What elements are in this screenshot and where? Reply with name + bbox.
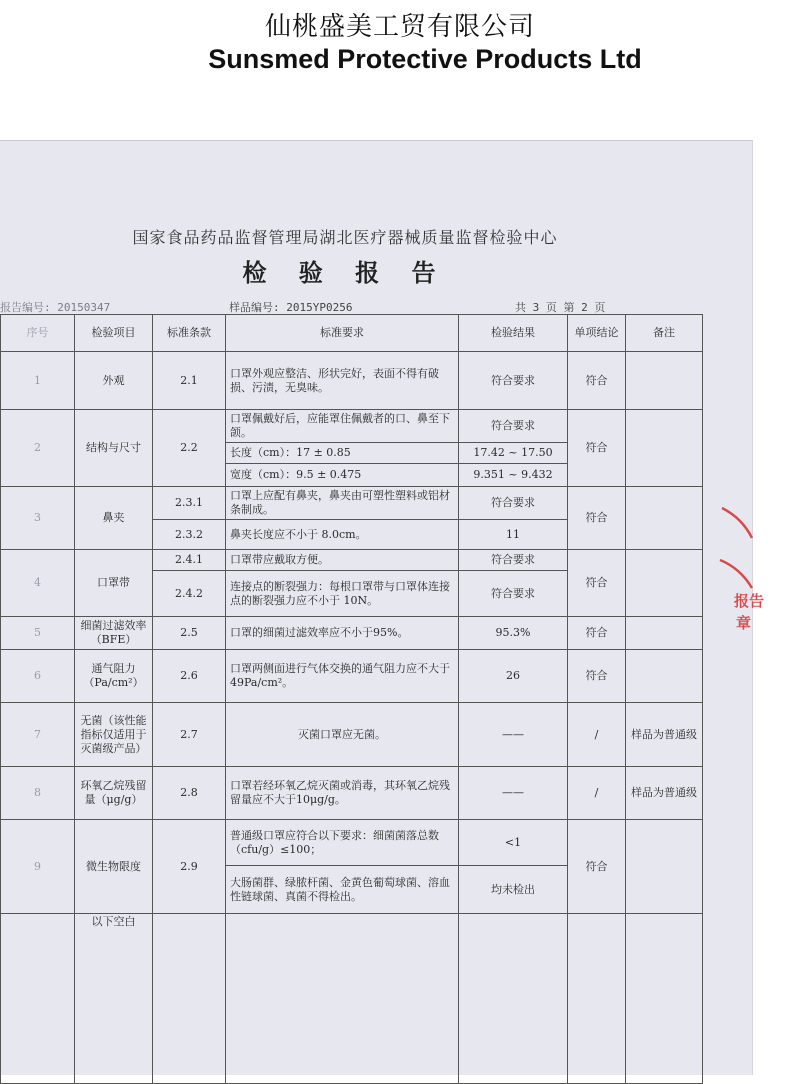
seal-chars-b: 章 bbox=[736, 614, 752, 632]
row-conclusion: 符合 bbox=[568, 487, 626, 550]
blank-requirement bbox=[226, 914, 459, 1084]
row-remarks bbox=[626, 352, 703, 410]
row-item: 结构与尺寸 bbox=[75, 410, 153, 487]
row-result: 符合要求 bbox=[459, 571, 568, 617]
row-clause: 2.3.2 bbox=[153, 520, 226, 550]
row-result: —— bbox=[459, 767, 568, 820]
row-seq: 7 bbox=[1, 703, 75, 767]
row-result: 9.351 ~ 9.432 bbox=[459, 464, 568, 487]
row-item: 无菌（该性能指标仅适用于灭菌级产品） bbox=[75, 703, 153, 767]
row-requirement: 口罩佩戴好后，应能罩住佩戴者的口、鼻至下颌。 bbox=[226, 410, 459, 443]
row-seq: 3 bbox=[1, 487, 75, 550]
row-item: 外观 bbox=[75, 352, 153, 410]
header-conclusion: 单项结论 bbox=[568, 315, 626, 352]
row-remarks: 样品为普通级 bbox=[626, 767, 703, 820]
row-clause: 2.7 bbox=[153, 703, 226, 767]
row-result: <1 bbox=[459, 820, 568, 866]
row-item: 口罩带 bbox=[75, 550, 153, 617]
row-clause: 2.9 bbox=[153, 820, 226, 914]
table-row bbox=[1, 767, 703, 820]
row-conclusion: 符合 bbox=[568, 617, 626, 650]
table-row bbox=[1, 650, 703, 703]
row-requirement: 宽度（cm）：9.5 ± 0.475 bbox=[226, 464, 459, 487]
row-clause: 2.4.2 bbox=[153, 571, 226, 617]
blank-conclusion bbox=[568, 914, 626, 1084]
report-title: 检 验 报 告 bbox=[242, 258, 448, 287]
row-clause: 2.5 bbox=[153, 617, 226, 650]
row-result: 符合要求 bbox=[459, 410, 568, 443]
row-remarks bbox=[626, 650, 703, 703]
row-seq: 9 bbox=[1, 820, 75, 914]
row-requirement: 鼻夹长度应不小于 8.0cm。 bbox=[226, 520, 459, 550]
row-clause: 2.3.1 bbox=[153, 487, 226, 520]
header-clause: 标准条款 bbox=[153, 315, 226, 352]
row-result: 均未检出 bbox=[459, 866, 568, 914]
row-item: 鼻夹 bbox=[75, 487, 153, 550]
row-remarks bbox=[626, 617, 703, 650]
row-result: 符合要求 bbox=[459, 550, 568, 571]
row-result: 26 bbox=[459, 650, 568, 703]
seal-arc-lower bbox=[720, 560, 752, 588]
header-remarks: 备注 bbox=[626, 315, 703, 352]
row-seq: 4 bbox=[1, 550, 75, 617]
header-result: 检验结果 bbox=[459, 315, 568, 352]
report-number: 报告编号: 20150347 bbox=[0, 301, 111, 314]
row-requirement: 长度（cm）：17 ± 0.85 bbox=[226, 443, 459, 464]
header-seq: 序号 bbox=[1, 315, 75, 352]
table-row bbox=[1, 550, 703, 571]
row-clause: 2.1 bbox=[153, 352, 226, 410]
row-conclusion: 符合 bbox=[568, 650, 626, 703]
table-row bbox=[1, 410, 703, 443]
blank-marker: 以下空白 bbox=[75, 914, 153, 1084]
row-requirement: 口罩的细菌过滤效率应不小于95%。 bbox=[226, 617, 459, 650]
row-remarks bbox=[626, 487, 703, 550]
table-header-row bbox=[1, 315, 703, 352]
row-seq: 2 bbox=[1, 410, 75, 487]
row-requirement: 大肠菌群、绿脓杆菌、金黄色葡萄球菌、溶血性链球菌、真菌不得检出。 bbox=[226, 866, 459, 914]
row-item: 细菌过滤效率（BFE） bbox=[75, 617, 153, 650]
row-clause: 2.4.1 bbox=[153, 550, 226, 571]
row-conclusion: 符合 bbox=[568, 820, 626, 914]
blank-result bbox=[459, 914, 568, 1084]
table-row bbox=[1, 487, 703, 520]
row-seq: 1 bbox=[1, 352, 75, 410]
row-item: 微生物限度 bbox=[75, 820, 153, 914]
row-requirement: 口罩两侧面进行气体交换的通气阻力应不大于49Pa/cm²。 bbox=[226, 650, 459, 703]
row-result: 17.42 ~ 17.50 bbox=[459, 443, 568, 464]
sample-number: 样品编号: 2015YP0256 bbox=[229, 301, 353, 314]
row-requirement: 口罩若经环氧乙烷灭菌或消毒，其环氧乙烷残留量应不大于10μg/g。 bbox=[226, 767, 459, 820]
row-requirement: 口罩带应戴取方便。 bbox=[226, 550, 459, 571]
blank-clause bbox=[153, 914, 226, 1084]
row-seq: 5 bbox=[1, 617, 75, 650]
row-remarks bbox=[626, 550, 703, 617]
row-item: 通气阻力（Pa/cm²） bbox=[75, 650, 153, 703]
row-result: 11 bbox=[459, 520, 568, 550]
row-requirement: 口罩上应配有鼻夹，鼻夹由可塑性塑料或铝材条制成。 bbox=[226, 487, 459, 520]
row-requirement: 灭菌口罩应无菌。 bbox=[226, 703, 459, 767]
table-row bbox=[1, 820, 703, 866]
company-name-en: Sunsmed Protective Products Ltd bbox=[208, 44, 642, 74]
row-remarks bbox=[626, 410, 703, 487]
row-remarks bbox=[626, 820, 703, 914]
row-conclusion: 符合 bbox=[568, 352, 626, 410]
row-result: 符合要求 bbox=[459, 487, 568, 520]
inspection-table bbox=[0, 314, 703, 1084]
seal-arc bbox=[722, 508, 752, 538]
row-clause: 2.8 bbox=[153, 767, 226, 820]
table-row bbox=[1, 703, 703, 767]
row-requirement: 普通级口罩应符合以下要求：细菌菌落总数（cfu/g）≤100； bbox=[226, 820, 459, 866]
blank-seq bbox=[1, 914, 75, 1084]
row-remarks: 样品为普通级 bbox=[626, 703, 703, 767]
red-seal-stamp bbox=[712, 498, 800, 646]
company-name-cn: 仙桃盛美工贸有限公司 bbox=[264, 12, 535, 42]
issuing-center-title: 国家食品药品监督管理局湖北医疗器械质量监督检验中心 bbox=[132, 228, 558, 247]
row-result: 95.3% bbox=[459, 617, 568, 650]
row-conclusion: 符合 bbox=[568, 550, 626, 617]
row-seq: 8 bbox=[1, 767, 75, 820]
blank-remarks bbox=[626, 914, 703, 1084]
header-item: 检验项目 bbox=[75, 315, 153, 352]
row-clause: 2.6 bbox=[153, 650, 226, 703]
row-item: 环氧乙烷残留量（μg/g） bbox=[75, 767, 153, 820]
table-row bbox=[1, 914, 703, 1084]
seal-chars-a: 报告 bbox=[734, 592, 765, 610]
row-seq: 6 bbox=[1, 650, 75, 703]
row-conclusion: 符合 bbox=[568, 410, 626, 487]
row-conclusion: / bbox=[568, 703, 626, 767]
row-requirement: 口罩外观应整洁、形状完好，表面不得有破损、污渍，无臭味。 bbox=[226, 352, 459, 410]
row-requirement: 连接点的断裂强力：每根口罩带与口罩体连接点的断裂强力应不小于 10N。 bbox=[226, 571, 459, 617]
table-row bbox=[1, 617, 703, 650]
row-clause: 2.2 bbox=[153, 410, 226, 487]
row-conclusion: / bbox=[568, 767, 626, 820]
row-result: 符合要求 bbox=[459, 352, 568, 410]
row-result: —— bbox=[459, 703, 568, 767]
table-row bbox=[1, 352, 703, 410]
page-info: 共 3 页 第 2 页 bbox=[515, 301, 606, 314]
header-requirement: 标准要求 bbox=[226, 315, 459, 352]
